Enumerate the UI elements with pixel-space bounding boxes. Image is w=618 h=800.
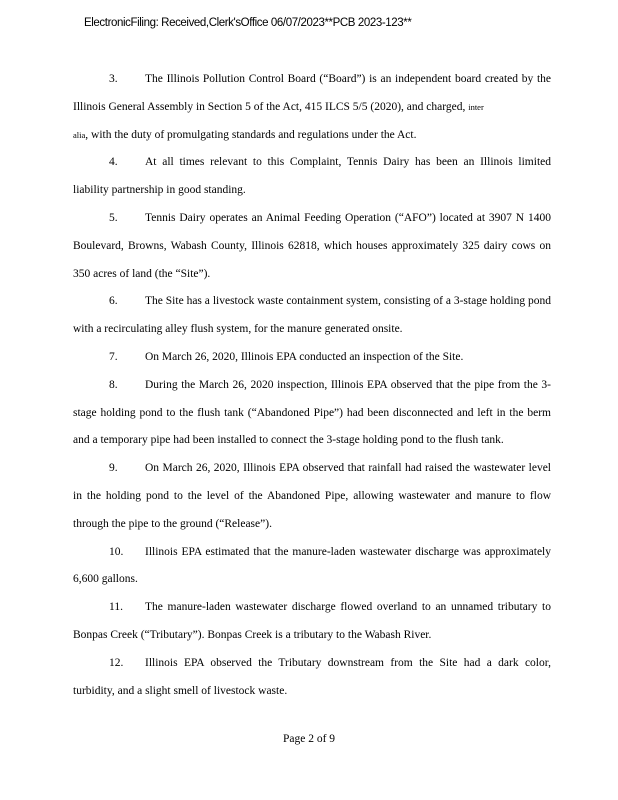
paragraph-text: During the March 26, 2020 inspection, Illinois EPA observed that the pipe from the 3-stage holding pond to the flush tank (“Abandoned Pipe”) had been disconnected and left in the berm and a temporary pipe had been installed to connect the 3-stage holding pond to the flush tank. [73,378,551,447]
paragraph-text: The manure-laden wastewater discharge flowed overland to an unnamed tributary to Bonpas Creek (“Tributary”). Bonpas Creek is a tributary to the Wabash River. [73,601,551,641]
paragraph-number: 8. [109,378,118,391]
paragraph-text-tail: , with the duty of promulgating standards and regulations under the Act. [85,128,417,141]
paragraph-number: 11. [109,601,123,614]
italic-term-alia: alia [73,129,86,140]
paragraph-4 [73,149,551,205]
paragraph-text: The Site has a livestock waste containment system, consisting of a 3-stage holding pond with a recirculating alley flush system, for the manure generated onsite. [73,295,551,336]
paragraph-7 [73,344,551,372]
paragraph-3 [73,66,551,149]
paragraph-number: 10. [109,545,124,558]
paragraph-text: Illinois EPA observed the Tributary downstream from the Site had a dark color, turbidity, and a slight smell of livestock waste. [73,656,551,697]
paragraph-text: Illinois EPA estimated that the manure-laden wastewater discharge was approximately 6,600 gallons. [73,545,551,586]
paragraph-8 [73,372,551,455]
paragraph-6 [73,288,551,344]
paragraph-number: 4. [109,156,118,169]
paragraph-text: On March 26, 2020, Illinois EPA conducted an inspection of the Site. [145,350,464,363]
paragraph-number: 6. [109,295,118,308]
document-body [73,66,551,705]
paragraph-text: At all times relevant to this Complaint, Tennis Dairy has been an Illinois limited liability partnership in good standing. [73,156,551,197]
paragraph-number: 9. [109,462,118,475]
italic-term-inter: inter [468,101,484,112]
paragraph-10 [73,539,551,595]
paragraph-text: The Illinois Pollution Control Board (“Board”) is an independent board created by the Illinois General Assembly in Section 5 of the Act, 415 ILCS 5/5 (2020), and charged, [73,73,551,113]
paragraph-5 [73,205,551,288]
paragraph-9 [73,455,551,538]
page-number: Page 2 of 9 [282,733,336,745]
filing-header: ElectronicFiling: Received,Clerk'sOffice 06/07/2023**PCB 2023-123** [84,17,412,29]
paragraph-number: 12. [109,656,124,669]
paragraph-11 [73,594,551,650]
paragraph-number: 7. [109,350,118,363]
paragraph-number: 5. [109,211,118,224]
paragraph-12 [73,650,551,706]
paragraph-text: Tennis Dairy operates an Animal Feeding Operation (“AFO”) located at 3907 N 1400 Boulevard, Browns, Wabash County, Illinois 62818, which houses approximately 325 dairy cows on 350 acres of land (the “Site”). [73,211,551,280]
paragraph-text: On March 26, 2020, Illinois EPA observed that rainfall had raised the wastewater level in the holding pond to the level of the Abandoned Pipe, allowing wastewater and manure to flow through the pipe to the ground (“Release”). [73,462,551,530]
paragraph-number: 3. [109,73,118,85]
